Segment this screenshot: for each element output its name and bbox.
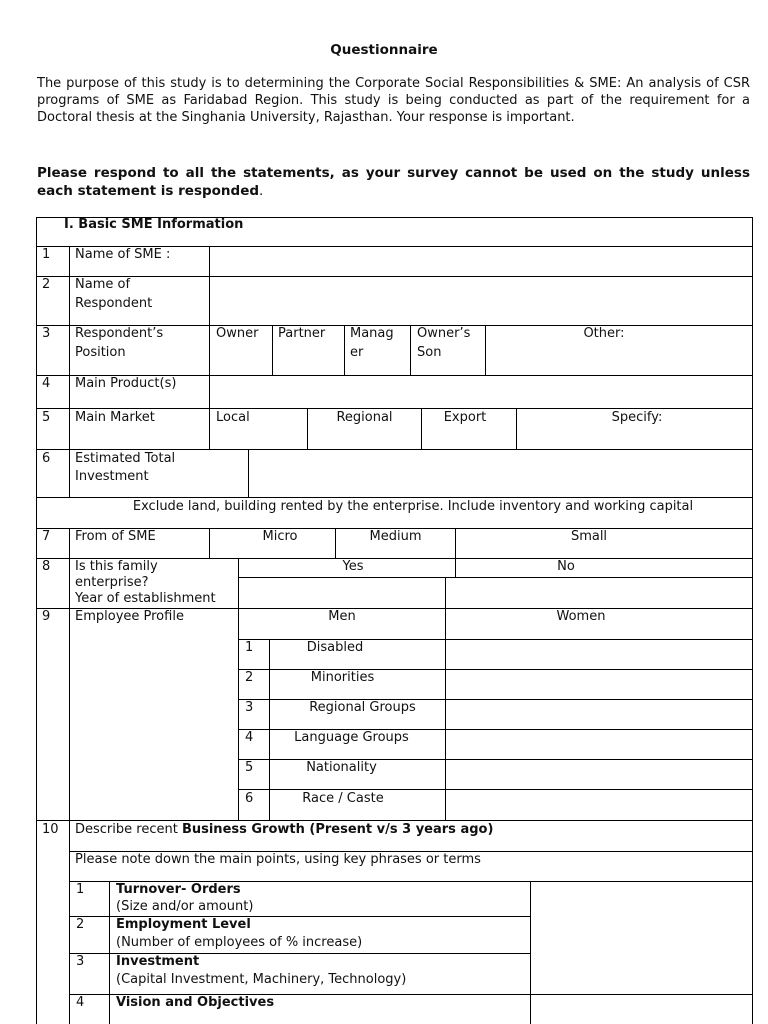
position-label-2: Position bbox=[75, 345, 126, 360]
employee-row-label: Minorities bbox=[310, 670, 375, 685]
family-no-option[interactable]: No bbox=[557, 559, 575, 574]
men-column-header: Men bbox=[328, 609, 356, 624]
sme-name-label: Name of SME : bbox=[75, 247, 171, 262]
growth-item-title: Investment bbox=[116, 954, 200, 969]
position-partner-option[interactable]: Partner bbox=[278, 326, 326, 341]
market-regional-option[interactable]: Regional bbox=[336, 410, 393, 425]
employee-row-number: 6 bbox=[245, 791, 254, 806]
growth-item-number: 4 bbox=[76, 995, 85, 1010]
family-yes-option[interactable]: Yes bbox=[342, 559, 364, 574]
row-10-number: 10 bbox=[42, 822, 59, 837]
growth-item-subtitle: (Size and/or amount) bbox=[116, 899, 254, 914]
employee-row-number: 3 bbox=[245, 700, 254, 715]
notice-text: Please respond to all the statements, as your survey cannot be used on the study unless each statement is responded bbox=[37, 165, 750, 199]
growth-item-number: 3 bbox=[76, 954, 85, 969]
investment-label-2: Investment bbox=[75, 469, 149, 484]
business-growth-label bbox=[75, 822, 493, 838]
notice-paragraph bbox=[37, 164, 750, 200]
growth-item-subtitle: (Number of employees of % increase) bbox=[116, 935, 363, 950]
form-medium-option[interactable]: Medium bbox=[369, 529, 422, 544]
employee-row-label: Race / Caste bbox=[302, 791, 384, 806]
main-products-field[interactable] bbox=[211, 377, 751, 407]
row-8-number: 8 bbox=[42, 559, 51, 574]
row-4-number: 4 bbox=[42, 376, 51, 391]
section-heading: I. Basic SME Information bbox=[64, 217, 244, 232]
employee-row-number: 1 bbox=[245, 640, 254, 655]
growth-item-number: 2 bbox=[76, 917, 85, 932]
respondent-name-field[interactable] bbox=[211, 278, 751, 324]
row-3-number: 3 bbox=[42, 326, 51, 341]
employee-profile-label: Employee Profile bbox=[75, 609, 184, 624]
row-5-number: 5 bbox=[42, 410, 51, 425]
growth-answer-field[interactable] bbox=[532, 883, 751, 993]
employee-row-label: Regional Groups bbox=[309, 700, 416, 715]
employee-row-number: 5 bbox=[245, 760, 254, 775]
family-enterprise-label-1: Is this family bbox=[75, 559, 158, 574]
position-owners-son-option-1[interactable]: Owner’s bbox=[417, 326, 471, 341]
market-specify-option[interactable]: Specify: bbox=[611, 410, 663, 425]
position-owners-son-option-2[interactable]: Son bbox=[417, 345, 442, 360]
business-growth-label-bold: Business Growth (Present v/s 3 years ago) bbox=[181, 822, 494, 837]
employee-row-number: 2 bbox=[245, 670, 254, 685]
investment-label-1: Estimated Total bbox=[75, 451, 176, 466]
respondent-name-label-1: Name of bbox=[75, 277, 131, 292]
employee-row-number: 4 bbox=[245, 730, 254, 745]
row-9-number: 9 bbox=[42, 609, 51, 624]
market-local-option[interactable]: Local bbox=[216, 410, 250, 425]
growth-item-title: Employment Level bbox=[116, 917, 251, 932]
document-title: Questionnaire bbox=[330, 42, 438, 58]
business-growth-label-plain: Describe recent bbox=[75, 822, 182, 837]
position-owner-option[interactable]: Owner bbox=[216, 326, 259, 341]
investment-note: Exclude land, building rented by the enterprise. Include inventory and working capital bbox=[132, 499, 694, 514]
row-6-number: 6 bbox=[42, 451, 51, 466]
growth-item-number: 1 bbox=[76, 882, 85, 897]
row-2-number: 2 bbox=[42, 277, 51, 292]
sme-form-label: From of SME bbox=[75, 529, 156, 544]
sme-name-field[interactable] bbox=[211, 248, 751, 275]
vision-answer-field[interactable] bbox=[532, 996, 751, 1024]
growth-item-subtitle: (Capital Investment, Machinery, Technology) bbox=[116, 972, 407, 987]
employee-row-label: Nationality bbox=[306, 760, 377, 775]
row-7-number: 7 bbox=[42, 529, 51, 544]
position-other-option[interactable]: Other: bbox=[583, 326, 625, 341]
employee-row-label: Disabled bbox=[306, 640, 364, 655]
main-market-label: Main Market bbox=[75, 410, 155, 425]
position-label-1: Respondent’s bbox=[75, 326, 164, 341]
growth-item-title: Turnover- Orders bbox=[116, 882, 241, 897]
women-column-header: Women bbox=[556, 609, 606, 624]
main-products-label: Main Product(s) bbox=[75, 376, 177, 391]
employee-row-label: Language Groups bbox=[294, 730, 409, 745]
growth-item-title: Vision and Objectives bbox=[116, 995, 275, 1010]
investment-field[interactable] bbox=[250, 451, 751, 496]
market-export-option[interactable]: Export bbox=[443, 410, 487, 425]
position-manager-option-2[interactable]: er bbox=[350, 345, 364, 360]
form-micro-option[interactable]: Micro bbox=[262, 529, 298, 544]
family-enterprise-label-2: enterprise? bbox=[75, 575, 149, 590]
intro-paragraph: The purpose of this study is to determining the Corporate Social Responsibilities & SME: An analysis of CSR programs of SME as Faridabad Region. This study is being conducted as part of the requirement for a Doctoral thesis at the Singhania University, Rajasthan. Your response is important. bbox=[37, 76, 750, 125]
notice-period: . bbox=[259, 183, 264, 199]
respondent-name-label-2: Respondent bbox=[75, 296, 153, 311]
year-established-label: Year of establishment bbox=[75, 591, 216, 606]
position-manager-option-1[interactable]: Manag bbox=[350, 326, 394, 341]
business-growth-instruction: Please note down the main points, using key phrases or terms bbox=[75, 852, 481, 867]
row-1-number: 1 bbox=[42, 247, 51, 262]
form-small-option[interactable]: Small bbox=[570, 529, 608, 544]
